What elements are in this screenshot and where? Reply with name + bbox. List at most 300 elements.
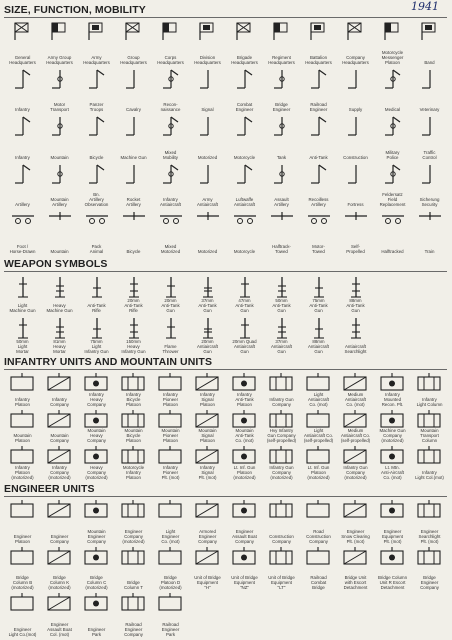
symbol-label-line: Infantry [52, 396, 67, 402]
symbol-label-line: Platoon [237, 469, 252, 475]
military-symbol-icon [194, 210, 222, 226]
symbol-label [78, 627, 115, 637]
symbol-label-line: Bridge [16, 575, 29, 581]
symbol-label-line: Self- [350, 243, 361, 249]
symbol-label-line: Bridge [312, 585, 325, 591]
symbol-cell [337, 273, 374, 314]
military-symbol-icon [47, 163, 73, 185]
military-symbol-icon [193, 547, 223, 569]
symbol-cell [115, 545, 152, 592]
symbol-label-line: Engineer [13, 626, 32, 632]
military-symbol-icon [232, 163, 258, 185]
symbol-label [41, 303, 78, 313]
symbol-label-line: Equipment [271, 580, 292, 586]
symbol-label-line: Co. (mot) [383, 474, 402, 480]
symbol-label-line: Railroad [125, 621, 142, 627]
symbol-cell [4, 314, 41, 355]
symbol-cell [411, 498, 448, 545]
divider [4, 496, 447, 497]
symbol-label-line: Foot / [16, 243, 29, 249]
symbol-label-line: Regiment [272, 55, 291, 61]
symbol-label [4, 155, 41, 160]
symbol-cell [337, 371, 374, 408]
symbol-label-line: 20mm Quad [232, 339, 257, 344]
military-symbol-icon [232, 68, 258, 90]
symbol-label-line: Heavy [90, 464, 103, 470]
symbol-label-line: Heavy [127, 344, 140, 349]
symbol-label-line: Artillery [89, 196, 104, 202]
symbol-label [263, 298, 300, 313]
symbol-cell [4, 591, 41, 638]
symbol-label [115, 155, 152, 160]
symbol-cell [300, 208, 337, 255]
symbol-label-line: Transport [420, 433, 439, 439]
military-symbol-icon [121, 163, 147, 185]
symbol-cell [226, 545, 263, 592]
symbol-label-line: Flame [164, 344, 177, 349]
military-symbol-icon [378, 547, 408, 569]
symbol-label-line: Engineer [272, 107, 291, 113]
symbol-label-line: Equipment [197, 580, 218, 586]
symbol-label [152, 55, 189, 65]
symbol-label-line: Gun [277, 349, 286, 354]
symbol-label [337, 344, 374, 354]
military-symbol-icon [232, 21, 258, 41]
symbol-label-line: Antiaircraft [271, 344, 292, 349]
symbol-label-line: Company [50, 538, 69, 544]
symbol-label-line: Towed [312, 248, 325, 254]
symbol-label-line: Gun [203, 349, 212, 354]
symbol-label-line: Gun [314, 308, 323, 313]
symbol-label-line: (motorized) [11, 585, 34, 591]
symbol-label-line: Anti-Tank [87, 303, 106, 308]
symbol-label-line: Fortress [347, 201, 364, 207]
symbol-label [337, 465, 374, 480]
symbol-cell [4, 498, 41, 545]
military-symbol-icon [305, 210, 333, 226]
symbol-cell [411, 113, 448, 160]
symbol-label [189, 55, 226, 65]
military-symbol-icon [304, 500, 334, 522]
symbol-label-line: Column K [49, 580, 70, 586]
symbol-cell [263, 314, 300, 355]
symbol-label-line: Column [421, 438, 438, 444]
symbol-cell [115, 444, 152, 481]
symbol-cell [226, 591, 263, 638]
symbol-cell [152, 444, 189, 481]
symbol-label-line: Infantry [385, 391, 400, 397]
symbol-label-line: Engineer [124, 626, 143, 632]
symbol-label-line: Animal [89, 248, 104, 254]
symbol-label-line: Heavy [90, 396, 103, 402]
symbol-label-line: Gun [240, 349, 249, 354]
infantry-units-grid [4, 371, 448, 481]
symbol-label [337, 55, 374, 65]
symbol-cell [411, 19, 448, 66]
symbol-label-line: Medium [347, 391, 364, 397]
symbol-label [189, 529, 226, 544]
symbol-label [41, 102, 78, 112]
symbol-label-line: Headquarters [157, 60, 184, 66]
military-symbol-icon [158, 68, 184, 90]
symbol-label-line: Army [91, 55, 102, 61]
symbol-label-line: Mixed [164, 243, 177, 249]
symbol-cell [263, 113, 300, 160]
symbol-row [4, 161, 448, 208]
symbol-label-line: Infantry [422, 396, 437, 402]
military-symbol-icon [158, 163, 184, 185]
symbol-label [41, 249, 78, 254]
military-symbol-icon [8, 410, 38, 432]
symbol-label [226, 102, 263, 112]
symbol-cell [189, 408, 226, 445]
symbol-label-line: Anti-Tank [346, 303, 365, 308]
military-symbol-icon [306, 163, 332, 185]
symbol-cell [4, 408, 41, 445]
symbol-label-line: Replacement [379, 201, 406, 207]
symbol-label-line: Antiaircraft [234, 201, 255, 207]
symbol-label-line: Infantry [15, 154, 30, 160]
symbol-label [337, 298, 374, 313]
symbol-row [4, 19, 448, 66]
symbol-cell [78, 161, 115, 208]
symbol-label-line: Heavy [53, 303, 66, 308]
symbol-label-line: Company [87, 538, 106, 544]
symbol-label-line: Co. (mot) [235, 438, 254, 444]
symbol-label [152, 150, 189, 160]
military-symbol-icon [47, 21, 73, 41]
symbol-label-line: Field [387, 196, 398, 202]
military-symbol-icon [8, 373, 38, 395]
symbol-label [115, 249, 152, 254]
symbol-label [300, 465, 337, 480]
military-symbol-icon [10, 115, 36, 137]
symbol-cell [263, 545, 300, 592]
symbol-label-line: Recoilless [308, 196, 329, 202]
symbol-label [337, 202, 374, 207]
military-symbol-icon [269, 163, 295, 185]
symbol-cell [41, 161, 78, 208]
symbol-cell [300, 66, 337, 113]
military-symbol-icon [269, 115, 295, 137]
symbol-cell [115, 371, 152, 408]
symbol-label-line: Engineer [161, 626, 180, 632]
symbol-label [226, 428, 263, 443]
symbol-label-line: naissance [160, 107, 181, 113]
symbol-label-line: Mountain [124, 428, 143, 434]
section-title-engineer: ENGINEER UNITS [4, 483, 95, 495]
military-symbol-icon [417, 163, 443, 185]
symbol-label-line: Mortar [16, 349, 29, 354]
military-symbol-icon [380, 163, 406, 185]
symbol-label-line: Unit of Bridge [268, 575, 295, 581]
symbol-label-line: Headquarters [342, 60, 369, 66]
symbol-label-line: Platoon [15, 469, 30, 475]
symbol-cell [226, 371, 263, 408]
symbol-row [4, 444, 448, 481]
symbol-label-line: Sicherung [419, 196, 440, 202]
symbol-label [411, 60, 448, 65]
symbol-label-line: (motorized) [122, 538, 145, 544]
symbol-label-line: Infantry [163, 464, 178, 470]
symbol-cell [189, 161, 226, 208]
symbol-label [189, 392, 226, 407]
symbol-label-line: "NZ" [240, 585, 249, 591]
symbol-label [300, 102, 337, 112]
symbol-cell [78, 113, 115, 160]
symbol-cell [41, 545, 78, 592]
symbol-cell [115, 113, 152, 160]
symbol-label-line: Messenger [381, 55, 404, 61]
symbol-cell [115, 161, 152, 208]
symbol-label-line: Engineer [13, 533, 32, 539]
symbol-row [4, 314, 448, 355]
symbol-label-line: Mountain [161, 428, 180, 434]
symbol-label-line: Mounted [383, 396, 402, 402]
symbol-cell [337, 591, 374, 638]
symbol-label-line: Engineer [87, 626, 106, 632]
symbol-label-line: Bridge [164, 575, 177, 581]
symbol-cell [189, 208, 226, 255]
symbol-label-line: Towed [275, 248, 288, 254]
symbol-cell [374, 19, 411, 66]
symbol-label [115, 55, 152, 65]
symbol-label [115, 622, 152, 637]
symbol-label-line: Company [50, 469, 69, 475]
military-symbol-icon [304, 547, 334, 569]
symbol-label-line: Machine Gun [120, 154, 147, 160]
symbol-label-line: Cavalry [126, 107, 141, 113]
symbol-cell [300, 273, 337, 314]
symbol-label [374, 529, 411, 544]
symbol-label-line: Propelled [346, 248, 365, 254]
symbol-cell [78, 19, 115, 66]
symbol-label-line: Group [127, 55, 140, 61]
symbol-label [152, 197, 189, 207]
military-symbol-icon [8, 593, 38, 615]
military-symbol-icon [119, 547, 149, 569]
symbol-row [4, 113, 448, 160]
symbol-cell [337, 498, 374, 545]
symbol-label-line: Antiaircraft [160, 201, 181, 207]
symbol-label [374, 249, 411, 254]
military-symbol-icon [267, 547, 297, 569]
symbol-label-line: (motorized) [307, 474, 330, 480]
military-symbol-icon [417, 21, 443, 41]
symbol-label [337, 428, 374, 443]
divider [4, 369, 447, 370]
divider [4, 17, 447, 18]
military-symbol-icon [45, 547, 75, 569]
symbol-label-line: Mountain [50, 433, 69, 439]
symbol-label-line: Troops [89, 107, 104, 113]
symbol-cell [4, 66, 41, 113]
military-symbol-icon [10, 68, 36, 90]
symbol-label-line: (motorized) [270, 474, 293, 480]
symbol-cell [263, 273, 300, 314]
symbol-label-line: Park [165, 631, 176, 637]
symbol-cell [4, 19, 41, 66]
symbol-label-line: Col. (mot) [49, 631, 70, 637]
symbol-label [263, 339, 300, 354]
symbol-label [300, 392, 337, 407]
symbol-label-line: Company [309, 538, 328, 544]
military-symbol-icon [11, 275, 35, 301]
symbol-cell [300, 591, 337, 638]
symbol-label [41, 155, 78, 160]
symbol-label-line: Light [17, 344, 28, 349]
symbol-label-line: Infantry [15, 396, 30, 402]
symbol-label-line: Hvy Infantry [269, 428, 294, 434]
symbol-label [337, 155, 374, 160]
symbol-label [226, 529, 263, 544]
symbol-cell [41, 66, 78, 113]
symbol-label-line: Plt. (mot) [346, 538, 365, 544]
symbol-label [189, 107, 226, 112]
symbol-label-line: Company [50, 401, 69, 407]
symbol-cell [411, 314, 448, 355]
symbol-cell [374, 545, 411, 592]
military-symbol-icon [45, 410, 75, 432]
symbol-label [115, 392, 152, 407]
symbol-label-line: Bn. [93, 191, 100, 197]
symbol-cell [152, 545, 189, 592]
symbol-label [263, 575, 300, 590]
symbol-label-line: Construction [269, 533, 294, 539]
symbol-label [226, 465, 263, 480]
symbol-label [152, 102, 189, 112]
military-symbol-icon [84, 163, 110, 185]
military-symbol-icon [45, 593, 75, 615]
symbol-label [41, 534, 78, 544]
symbol-label [189, 197, 226, 207]
symbol-label [4, 397, 41, 407]
symbol-label-line: Gun Company [267, 433, 296, 439]
symbol-label-line: Platoon [15, 538, 30, 544]
symbol-cell [300, 314, 337, 355]
symbol-label-line: Platoon [15, 401, 30, 407]
symbol-label-line: Light Col.(mot) [415, 474, 444, 480]
symbol-label-line: Bicycle [126, 433, 141, 439]
symbol-label-line: Engineer [124, 528, 143, 534]
symbol-label-line: Unit R Escort [379, 580, 406, 586]
symbol-label-line: Mountain [50, 196, 69, 202]
symbol-label-line: Searchlight [344, 349, 367, 354]
symbol-cell [152, 273, 189, 314]
symbol-label-line: Artillery [52, 201, 67, 207]
symbol-cell [189, 444, 226, 481]
symbol-cell [41, 408, 78, 445]
symbol-label-line: Platoon [126, 474, 141, 480]
military-symbol-icon [417, 115, 443, 137]
symbol-label [374, 575, 411, 590]
symbol-label-line: Rifle [129, 308, 138, 313]
symbol-cell [152, 208, 189, 255]
symbol-label-line: Plt. (mot) [198, 474, 217, 480]
symbol-label [115, 465, 152, 480]
symbol-label-line: Infantry [126, 391, 141, 397]
symbol-label [263, 397, 300, 407]
symbol-label-line: Infantry [163, 391, 178, 397]
symbol-row [4, 408, 448, 445]
symbol-label [78, 392, 115, 407]
symbol-label-line: Column B [12, 580, 33, 586]
symbol-label-line: (motorized) [233, 474, 256, 480]
symbol-cell [115, 273, 152, 314]
symbol-cell [152, 591, 189, 638]
military-symbol-icon [343, 163, 369, 185]
symbol-label-line: Antiaircraft [197, 344, 218, 349]
symbol-row [4, 208, 448, 255]
symbol-label-line: Unit of Bridge [231, 575, 258, 581]
symbol-label [152, 344, 189, 354]
symbol-label-line: Engineer [346, 528, 365, 534]
symbol-label-line: Pioneer [162, 396, 179, 402]
symbol-cell [374, 498, 411, 545]
military-symbol-icon [415, 500, 445, 522]
symbol-label-line: Infantry [89, 391, 104, 397]
symbol-label-line: Lt. Mtn. [385, 464, 400, 470]
symbol-label-line: Headquarters [46, 60, 73, 66]
symbol-cell [337, 208, 374, 255]
military-symbol-icon [45, 373, 75, 395]
symbol-label-line: Company [272, 469, 291, 475]
symbol-label-line: Anti-Tank [124, 303, 143, 308]
military-symbol-icon [379, 210, 407, 226]
symbol-label-line: 37mm [275, 339, 288, 344]
symbol-label [189, 155, 226, 160]
symbol-label-line: (motorized) [48, 474, 71, 480]
symbol-label [115, 197, 152, 207]
symbol-cell [374, 273, 411, 314]
symbol-row [4, 371, 448, 408]
symbol-label-line: Detachment [343, 585, 368, 591]
symbol-label-line: Gun [351, 308, 360, 313]
symbol-label [152, 575, 189, 590]
symbol-label-line: Bridge Column [377, 575, 408, 581]
symbol-label-line: Bridge [275, 102, 288, 108]
symbol-label-line: Pack [91, 243, 102, 249]
symbol-label-line: Gun [277, 308, 286, 313]
symbol-label-line: 20mm [201, 339, 214, 344]
symbol-cell [374, 314, 411, 355]
symbol-cell [4, 113, 41, 160]
symbol-label-line: Platoon [200, 401, 215, 407]
symbol-label-line: Artillery [311, 201, 326, 207]
symbol-label [263, 465, 300, 480]
symbol-label-line: Headquarters [120, 60, 147, 66]
symbol-label-line: Light [165, 528, 176, 534]
symbol-label-line: Engineer [420, 580, 439, 586]
symbol-label [4, 303, 41, 313]
symbol-label-line: Tank [276, 154, 287, 160]
symbol-label-line: Anti-Tank [198, 303, 217, 308]
symbol-label-line: Engineer [420, 528, 439, 534]
symbol-label-line: Co. (mot) [346, 401, 365, 407]
symbol-label-line: Co. (mot) [161, 538, 180, 544]
symbol-label-line: Machine Gun [379, 428, 406, 434]
symbol-cell [115, 498, 152, 545]
symbol-label-line: Artillery [126, 201, 141, 207]
symbol-cell [263, 371, 300, 408]
symbol-label [411, 150, 448, 160]
symbol-label [78, 155, 115, 160]
symbol-label [115, 107, 152, 112]
military-symbol-icon [306, 68, 332, 90]
symbol-label [300, 575, 337, 590]
symbol-label-line: Assault [274, 196, 289, 202]
symbol-cell [374, 66, 411, 113]
